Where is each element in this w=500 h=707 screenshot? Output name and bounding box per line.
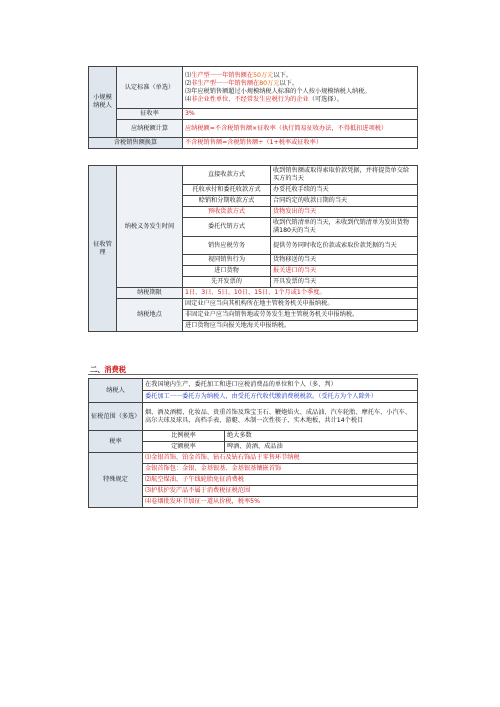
rate-value: 3% [183, 109, 418, 120]
collection-management-table [88, 165, 418, 332]
special-line: ⑷卷烟批发环节加征一道从价税，税率5% [143, 497, 418, 508]
rate-scope: 绝大多数 [225, 431, 418, 442]
timing-row-key: 销售应税劳务 [183, 237, 271, 255]
rate-label: 征收率 [117, 109, 183, 120]
rate-label: 税率 [89, 431, 143, 453]
consumption-tax-table [88, 378, 418, 508]
rate-type: 比例税率 [143, 431, 225, 442]
standard-line-4: ⑷非企业性单位、不经常发生应税行为的企业（可选择）。 [185, 95, 343, 103]
special-line: ⑴金银首饰、铂金首饰、钻石及钻石饰品于零售环节纳税 [143, 453, 418, 464]
small-taxpayer-category: 小规模纳税人 [89, 67, 117, 138]
calc-label: 应纳税额计算 [117, 120, 183, 138]
timing-row-key: 视同销售行为 [183, 255, 271, 266]
timing-row-value: 办妥托收手续的当天 [271, 185, 418, 196]
conversion-label: 含税销售额换算 [89, 138, 183, 149]
standard-label: 认定标准（单选） [117, 67, 183, 109]
section-divider [88, 374, 418, 375]
standard-line-2: ⑵非生产型一一年销售额在80万元以下。 [185, 79, 299, 87]
standard-line-1: ⑴生产型一一年销售额在50万元以下。 [185, 71, 292, 79]
rate-scope: 啤酒、黄酒、成品油 [225, 442, 418, 453]
special-label: 特殊规定 [89, 453, 143, 508]
timing-row-key: 直接收款方式 [183, 166, 271, 185]
collection-category: 征收管理 [89, 166, 117, 332]
timing-label: 纳税义务发生时间 [117, 166, 183, 288]
conversion-value: 不含税销售额=含税销售额÷（1+税率或征收率） [183, 138, 418, 149]
section-title: 消费税 [104, 365, 126, 374]
special-line: ⑶护肤护发产品不属于消费税征税范围 [143, 486, 418, 497]
standard-value [183, 67, 418, 109]
place-label: 纳税地点 [117, 299, 183, 332]
timing-row-key: 进口货物 [183, 266, 271, 277]
timing-row-key: 赊销和分期收款方式 [183, 196, 271, 207]
payer-label: 纳税人 [89, 379, 143, 403]
timing-row-value: 开具发票的当天 [271, 277, 418, 288]
payer-line-1: 在我国境内生产、委托加工和进口应税消费品的单位和个人（多、判） [143, 379, 418, 391]
timing-row-value: 收到销售额或取得索取价款凭据，并将提货单交给买方的当天 [271, 166, 418, 185]
standard-line-3: ⑶年应税销售额超过小规模纳税人标准的个人按小规模纳税人纳税。 [185, 87, 371, 95]
timing-row-value: 报关进口的当天 [271, 266, 418, 277]
payer-line-2: 委托加工一一委托方为纳税人，由受托方代收代缴消费税税款。（受托方为个人除外） [143, 391, 418, 403]
special-line: ⑵航空煤油、子午线轮胎免征消费税 [143, 475, 418, 486]
section-number: 二、 [90, 365, 105, 374]
calc-value: 应纳税额=不含税销售额×征收率（执行简易征收办法，不得抵扣进项税） [183, 120, 418, 138]
timing-row-value: 合同约定的收款日期的当天 [271, 196, 418, 207]
small-taxpayer-table [88, 66, 418, 149]
period-value: 1日、3日、5日、10日、15日、1个月或1个季度。 [183, 288, 418, 299]
special-line: 金银首饰包：金银、金基银基、金基银基镶嵌首饰 [143, 464, 418, 475]
timing-row-value: 提供劳务同时收讫价款或索取价款凭据的当天 [271, 237, 418, 255]
place-line: 固定业户应当向其机构所在地主管税务机关申报纳税。 [183, 299, 418, 310]
timing-row-value: 货物移送的当天 [271, 255, 418, 266]
timing-row-key: 托收承付和委托收款方式 [183, 185, 271, 196]
period-label: 纳税期限 [117, 288, 183, 299]
timing-row-key: 先开发票的 [183, 277, 271, 288]
scope-label: 征税范围（多选） [89, 403, 143, 431]
timing-row-key: 委托代销方式 [183, 218, 271, 237]
timing-row-value: 货物发出的当天 [271, 207, 418, 218]
place-line: 非固定业户应当向销售地或劳务发生地主管税务机关申报纳税。 [183, 310, 418, 321]
timing-row-value: 收到代销清单的当天，未收到代销清单为发出货物满180天的当天 [271, 218, 418, 237]
place-line: 进口货物应当向报关地海关申报纳税。 [183, 321, 418, 332]
scope-value: 烟、酒及酒精、化妆品、贵重首饰及珠宝玉石、鞭炮焰火、成品油、汽车轮胎、摩托车、小汽车、高尔夫球及球具、高档手表、游艇、木制一次性筷子、实木地板，共计14个税目 [143, 403, 418, 431]
rate-type: 定额税率 [143, 442, 225, 453]
timing-row-key: 预收货款方式 [183, 207, 271, 218]
